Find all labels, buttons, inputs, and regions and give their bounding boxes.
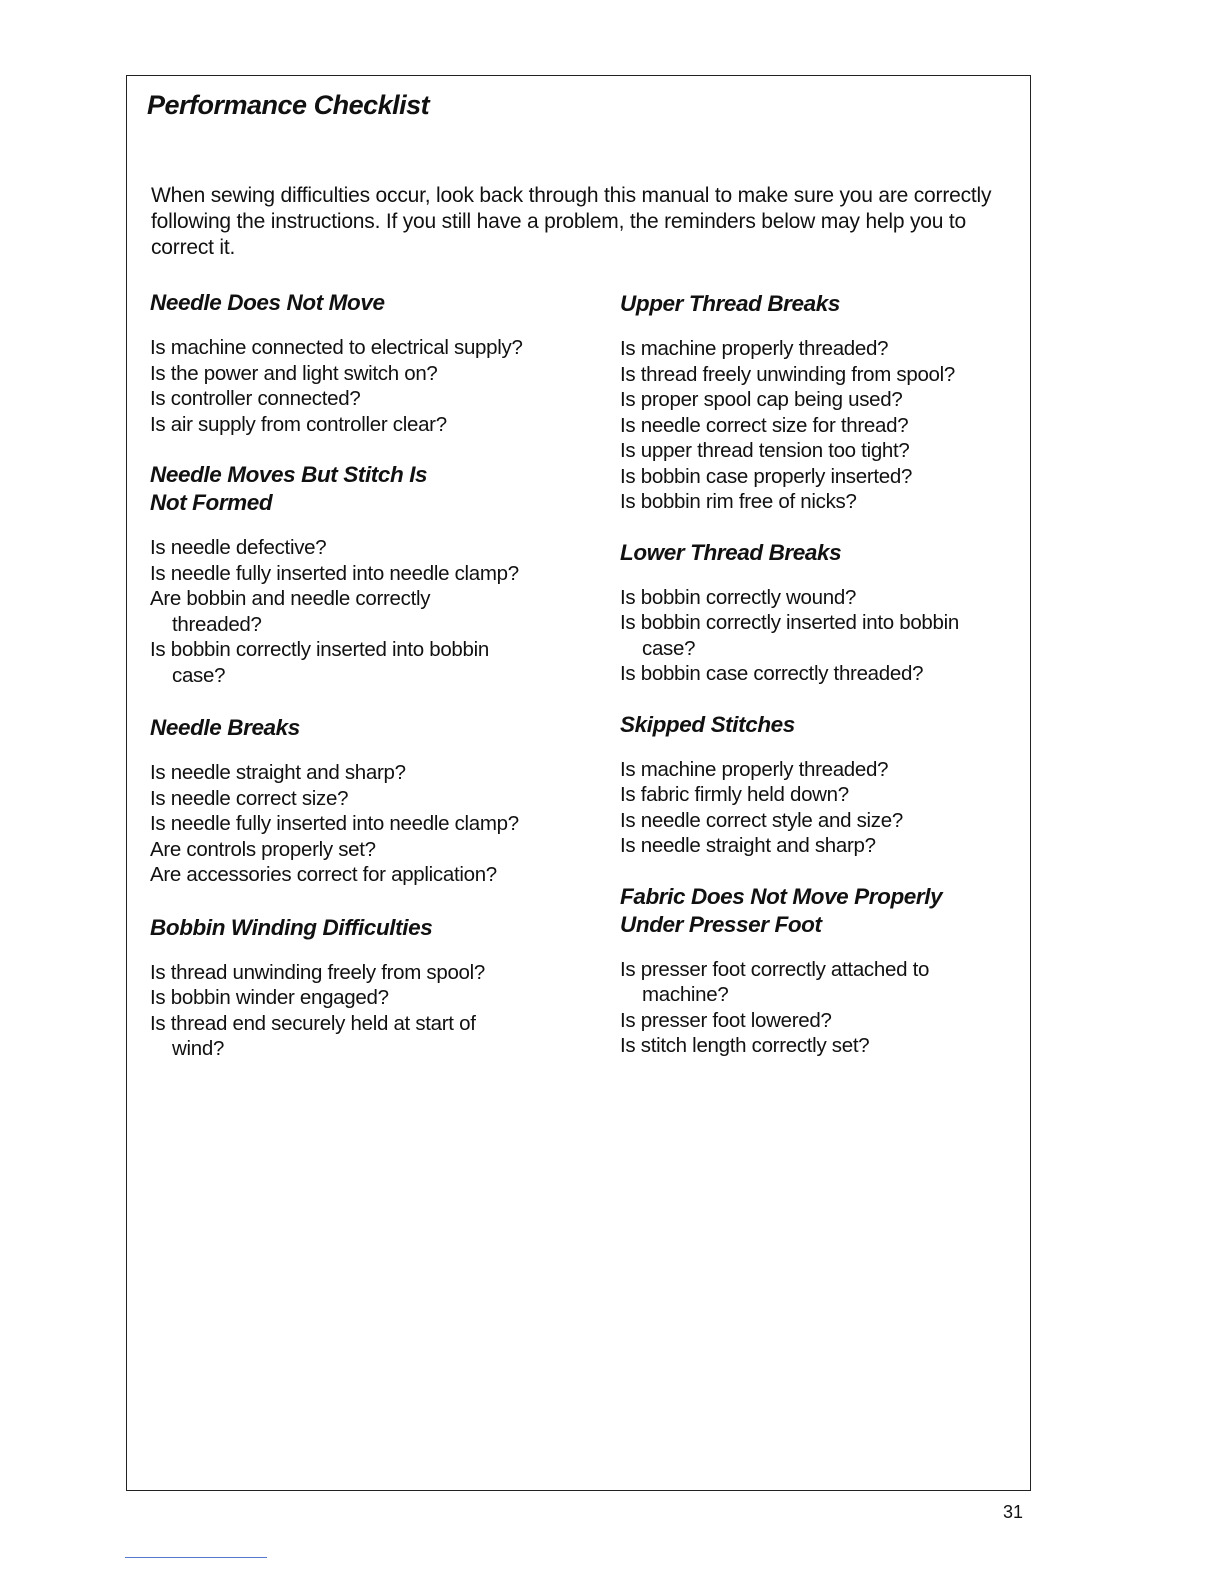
checklist-item: Is needle fully inserted into needle clamp? bbox=[150, 561, 519, 585]
section-heading: Upper Thread Breaks bbox=[620, 291, 840, 316]
section-needle-does-not-move bbox=[150, 289, 550, 437]
checklist-item: Is needle straight and sharp? bbox=[620, 834, 876, 857]
checklist-item: Is bobbin case properly inserted? bbox=[620, 464, 913, 488]
section-heading: Needle Breaks bbox=[150, 715, 300, 740]
checklist-item: Is machine connected to electrical supply? bbox=[150, 336, 523, 359]
checklist-item: Is bobbin rim free of nicks? bbox=[620, 490, 857, 513]
checklist-item: Is needle fully inserted into needle clamp? bbox=[150, 812, 519, 835]
checklist-item: Is needle correct size? bbox=[150, 786, 349, 810]
section-heading: Needle Does Not Move bbox=[150, 290, 385, 315]
section-heading: Fabric Does Not Move Properly Under Presser Foot bbox=[620, 883, 943, 937]
checklist bbox=[620, 585, 1020, 687]
section-needle-breaks bbox=[150, 714, 550, 888]
section-heading: Bobbin Winding Difficulties bbox=[150, 914, 433, 940]
checklist bbox=[150, 760, 550, 888]
section-needle-moves-but-stitch-not-formed bbox=[150, 461, 550, 688]
checklist-item: Is thread unwinding freely from spool? bbox=[150, 960, 486, 984]
checklist-item: Is air supply from controller clear? bbox=[150, 412, 447, 436]
checklist-item: Is the power and light switch on? bbox=[150, 361, 438, 385]
checklist-item: Is bobbin correctly inserted into bobbin case? bbox=[150, 638, 489, 687]
page-number: 31 bbox=[1003, 1502, 1024, 1522]
checklist-item: Is proper spool cap being used? bbox=[620, 388, 903, 411]
section-upper-thread-breaks bbox=[620, 290, 1020, 515]
checklist bbox=[150, 335, 550, 437]
checklist-item: Is stitch length correctly set? bbox=[620, 1034, 870, 1057]
left-column bbox=[150, 289, 550, 1084]
footer-rule bbox=[125, 1557, 267, 1558]
checklist-item: Is needle correct style and size? bbox=[620, 808, 903, 832]
checklist-item: Is presser foot correctly attached to machine? bbox=[620, 957, 930, 1006]
checklist-item: Are accessories correct for application? bbox=[150, 863, 497, 886]
section-heading: Lower Thread Breaks bbox=[620, 539, 842, 565]
section-heading: Needle Moves But Stitch Is Not Formed bbox=[150, 462, 428, 515]
page-title: Performance Checklist bbox=[147, 90, 430, 120]
checklist bbox=[620, 957, 1020, 1059]
section-heading: Skipped Stitches bbox=[620, 711, 795, 737]
checklist-item: Is needle defective? bbox=[150, 536, 327, 559]
checklist-item: Is machine properly threaded? bbox=[620, 337, 889, 360]
checklist-item: Is bobbin correctly inserted into bobbin case? bbox=[620, 611, 959, 660]
section-fabric-does-not-move-properly bbox=[620, 883, 1020, 1059]
checklist-item: Is bobbin correctly wound? bbox=[620, 585, 857, 609]
checklist-item: Is presser foot lowered? bbox=[620, 1008, 832, 1032]
checklist bbox=[620, 336, 1020, 515]
section-skipped-stitches bbox=[620, 711, 1020, 859]
checklist bbox=[150, 535, 550, 688]
section-bobbin-winding-difficulties bbox=[150, 914, 550, 1062]
checklist-item: Is needle straight and sharp? bbox=[150, 761, 406, 784]
checklist-item: Is thread freely unwinding from spool? bbox=[620, 362, 956, 386]
checklist bbox=[620, 757, 1020, 859]
checklist-item: Are bobbin and needle correctly threaded? bbox=[150, 587, 431, 636]
checklist-item: Is bobbin winder engaged? bbox=[150, 986, 389, 1009]
intro-paragraph: When sewing difficulties occur, look back through this manual to make sure you are correctly following the instructions. If you still have a problem, the reminders below may help you to correct it. bbox=[151, 184, 992, 259]
checklist-item: Are controls properly set? bbox=[150, 837, 376, 861]
checklist-item: Is upper thread tension too tight? bbox=[620, 439, 910, 462]
checklist-item: Is bobbin case correctly threaded? bbox=[620, 662, 924, 685]
checklist bbox=[150, 960, 550, 1062]
right-column bbox=[620, 290, 1020, 1081]
checklist-item: Is needle correct size for thread? bbox=[620, 413, 909, 437]
checklist-item: Is controller connected? bbox=[150, 387, 361, 410]
checklist-item: Is fabric firmly held down? bbox=[620, 783, 849, 806]
checklist-item: Is thread end securely held at start of wind? bbox=[150, 1011, 476, 1060]
section-lower-thread-breaks bbox=[620, 539, 1020, 687]
checklist-item: Is machine properly threaded? bbox=[620, 757, 889, 781]
